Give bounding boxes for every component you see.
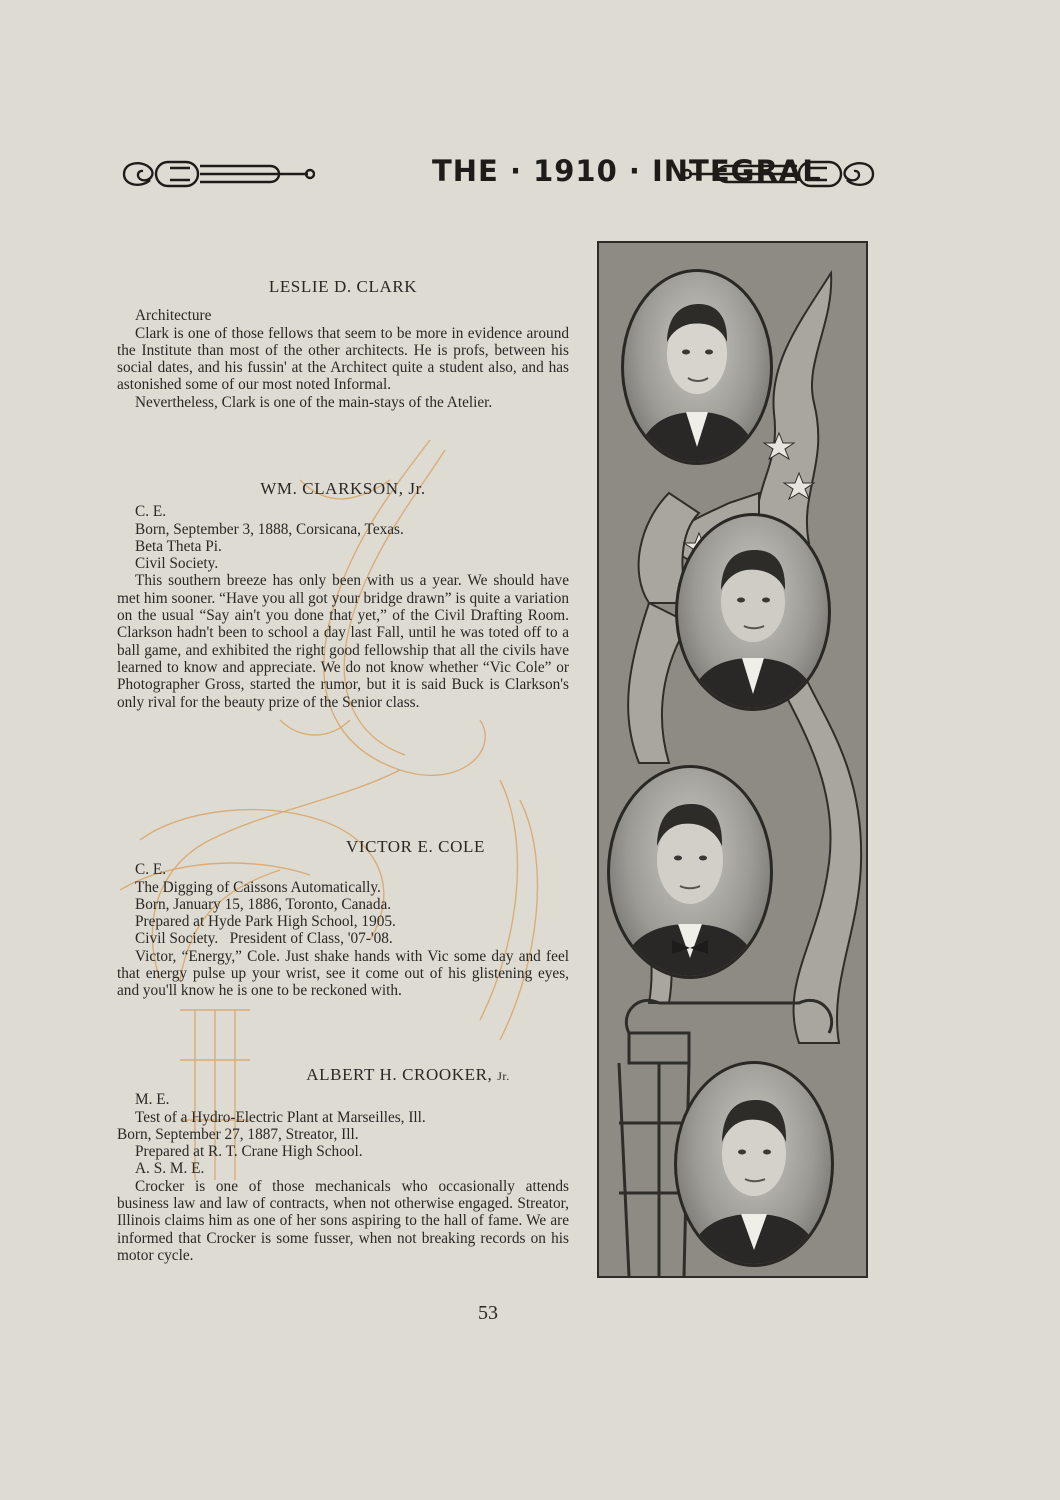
entry-detail: Prepared at R. T. Crane High School. xyxy=(135,1143,363,1161)
entry-detail: Test of a Hydro-Electric Plant at Marseilles, Ill. xyxy=(135,1108,426,1126)
entry-detail: Born, January 15, 1886, Toronto, Canada. xyxy=(135,895,392,913)
entry-name-main: ALBERT H. CROOKER, xyxy=(306,1065,498,1084)
entry-detail: The Digging of Caissons Automatically. xyxy=(135,878,381,896)
entry-detail: C. E. xyxy=(135,503,167,521)
entry-detail: Born, September 3, 1888, Corsicana, Texas. xyxy=(135,520,404,538)
entry-detail: C. E. xyxy=(135,861,167,879)
portrait-clarkson xyxy=(675,513,831,711)
entry-paragraph: Clark is one of those fellows that seem to be more in evidence around the Institute than most of the other architects. He is profs, between his social dates, and his fussin' at the Architect quite a student also, and has astonished some of our most noted Informal. xyxy=(117,324,569,394)
header-title: THE · 1910 · INTEGRAL xyxy=(432,154,822,188)
entry-detail: Civil Society. xyxy=(135,555,219,573)
page-header xyxy=(120,152,880,196)
entry-cole xyxy=(117,838,569,1000)
entry-detail: Beta Theta Pi. xyxy=(135,537,222,555)
entry-clarkson xyxy=(117,480,569,711)
entry-field: Architecture xyxy=(135,307,212,325)
entry-name xyxy=(247,1066,569,1085)
portrait-clark xyxy=(621,269,773,465)
entry-detail: A. S. M. E. xyxy=(135,1160,205,1178)
portrait-cole xyxy=(607,765,773,979)
entry-detail: Prepared at Hyde Park High School, 1905. xyxy=(135,913,396,931)
entry-name: VICTOR E. COLE xyxy=(346,837,485,856)
entry-paragraph: Crocker is one of those mechanicals who occasionally attends business law and law of contracts, when not otherwise engaged. Streator, Illinois claims him as one of her sons aspiring to the hall of fame. We are informed that Crocker is some fusser, when not breaking records on his motor cycle. xyxy=(117,1177,569,1264)
left-ornament-icon xyxy=(120,156,315,192)
portrait-strip xyxy=(597,241,868,1278)
page-number: 53 xyxy=(478,1302,498,1324)
entry-name: WM. CLARKSON, Jr. xyxy=(260,479,426,498)
entry-detail: Born, September 27, 1887, Streator, Ill. xyxy=(117,1125,359,1143)
entry-detail: Civil Society. President of Class, '07-'08. xyxy=(135,930,393,948)
entry-name: LESLIE D. CLARK xyxy=(268,277,418,296)
entry-paragraph: Victor, “Energy,” Cole. Just shake hands with Vic some day and feel that energy pulse up your wrist, see it come out of his glistening eyes, and you'll know he is one to be reckoned with. xyxy=(117,947,569,1000)
entry-paragraph: Nevertheless, Clark is one of the main-stays of the Atelier. xyxy=(135,393,493,411)
entry-name-suffix: Jr. xyxy=(497,1069,510,1083)
right-ornament-icon xyxy=(682,156,877,192)
entry-paragraph: This southern breeze has only been with us a year. We should have met him sooner. “Have you all got your bridge drawn” is quite a variation on the usual “Say ain't you done that yet,” of the Civil Drafting Room. Clarkson hadn't been to school a day last Fall, until he was toted off to a ball game, and exhibited the right good fellowship that all the civils have learned to know and appreciate. We do not know whether “Vic Cole” or Photographer Gross, started the rumor, but it is said Buck is Clarkson's only rival for the beauty prize of the Senior class. xyxy=(117,572,569,711)
portrait-crooker xyxy=(674,1061,834,1267)
entry-detail: M. E. xyxy=(135,1091,170,1109)
entry-crooker xyxy=(117,1066,569,1264)
entry-clark xyxy=(117,278,569,411)
